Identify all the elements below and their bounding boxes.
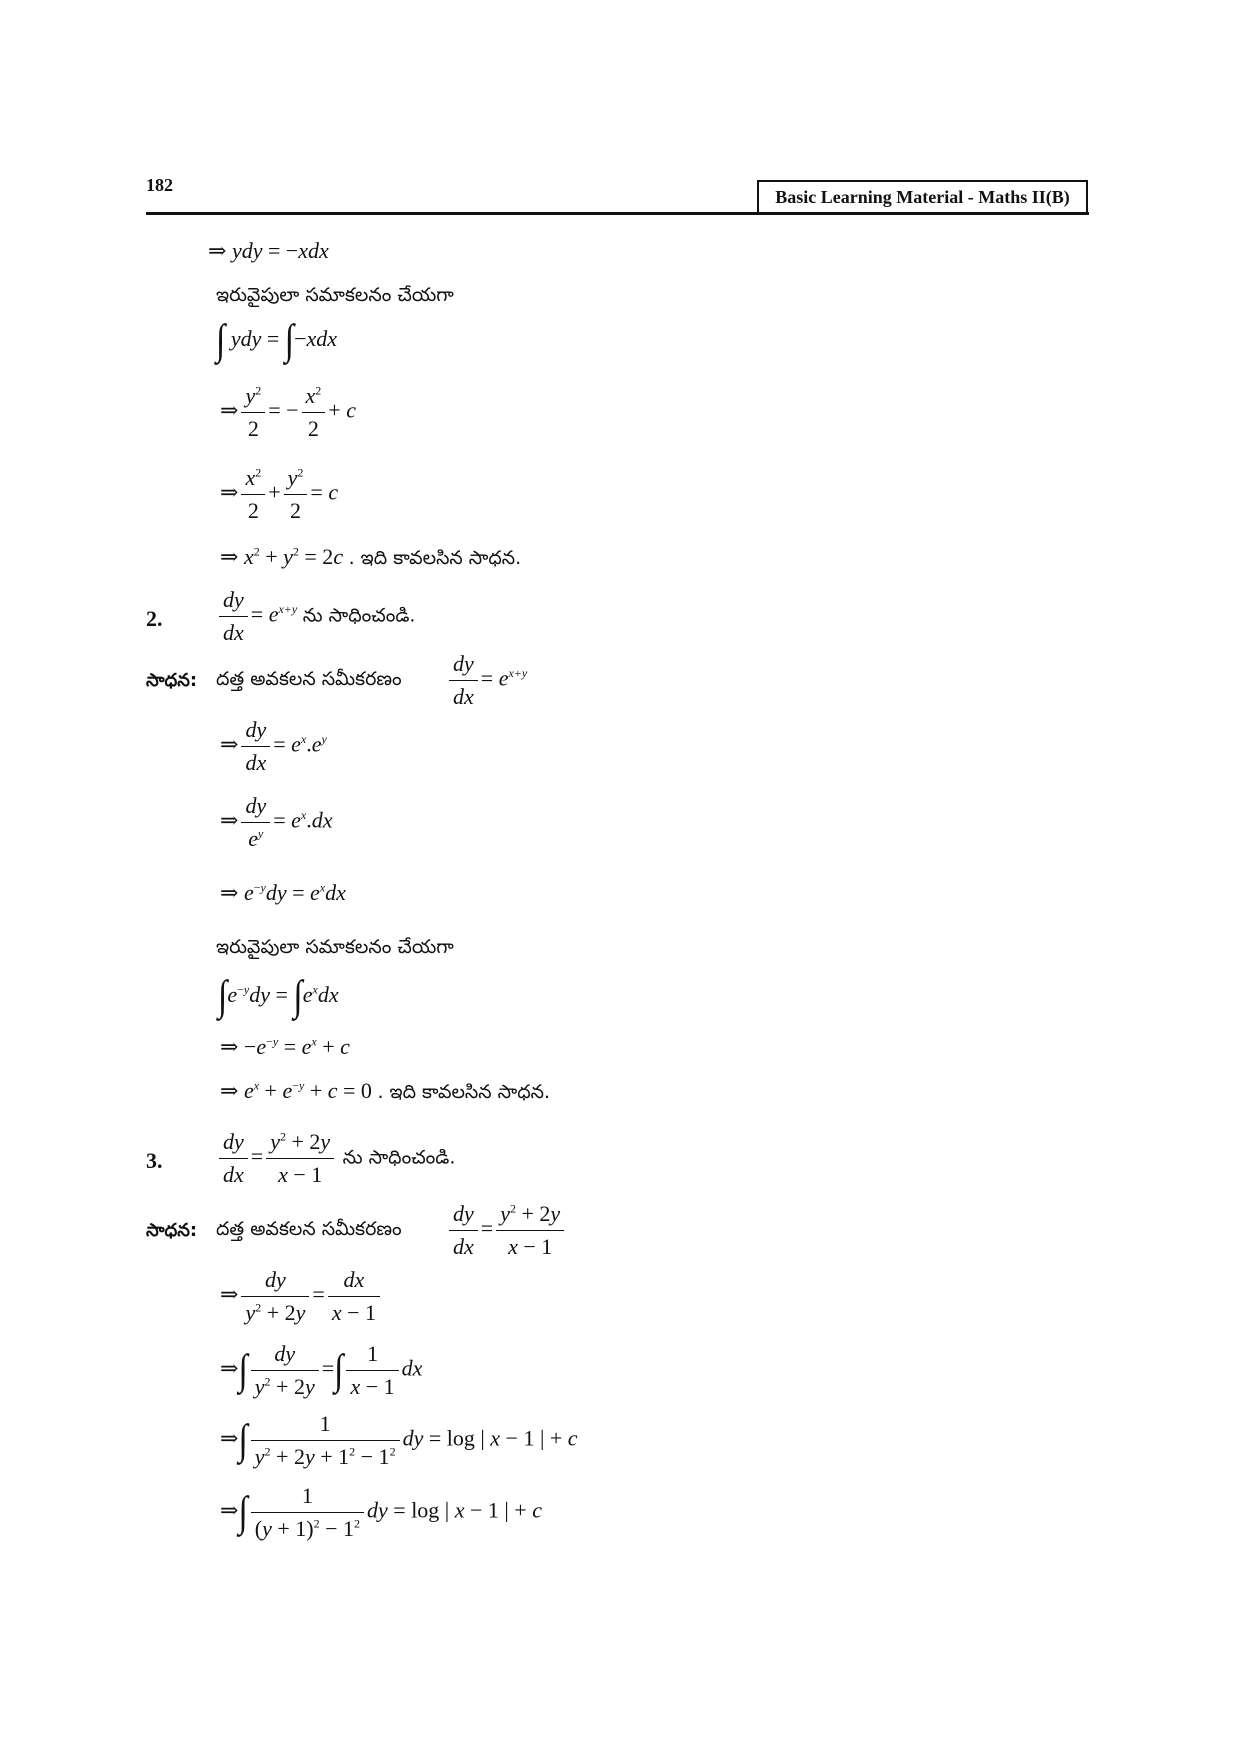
equation: ⇒∫ $\frac{1}{y^2 + 2y + 1^2 - 1^2}$ dy = log | x − 1 | + c [220, 1408, 578, 1473]
equation: $\int e^{-y}dy = \int e^xdx$ [218, 973, 339, 1020]
equation: ⇒ $x^2 + y^2 = 2c$ . ఇది కావలసిన సాధన. [220, 544, 522, 569]
equation: ⇒∫ $\frac{dy}{y^2 + 2y}$ =∫ $\frac{1}{x - 1}$ dx [220, 1338, 422, 1403]
equation: ⇒ $\frac{dy}{dx}$ = $e^x.e^y$ [220, 714, 327, 779]
solution-label: సాధన: [146, 670, 198, 691]
text-line: ఇరువైపులా సమాకలనం చేయగా [216, 936, 454, 958]
equation: ⇒ ydy = −xdx [208, 238, 329, 263]
text-line: ఇరువైపులా సమాకలనం చేయగా [216, 284, 454, 306]
equation: ⇒ $\frac{dy}{y^2 + 2y}$ = $\frac{dx}{x - 1}$ [220, 1264, 383, 1329]
given-equation-text: దత్త అవకలన సమీకరణం [216, 1218, 402, 1240]
conclusion-text: . ఇది కావలసిన సాధన. [348, 547, 522, 569]
equation: ⇒ $e^{-y}dy = e^xdx$ [220, 880, 346, 905]
problem-statement: $\frac{dy}{dx}$ = $e^{x+y}$ ను సాధించండి. [216, 584, 415, 649]
page-number: 182 [146, 175, 173, 195]
conclusion-text: . ఇది కావలసిన సాధన. [377, 1081, 551, 1103]
equation: ⇒ $\frac{x^2}{2}$ + $\frac{y^2}{2}$ = c [220, 462, 338, 527]
solution-label: సాధన: [146, 1220, 198, 1241]
equation: ∫ ydy = ∫−xdx [216, 317, 338, 364]
equation: ⇒ $\frac{dy}{e^y}$ = $e^x.dx$ [220, 790, 332, 855]
running-header: Basic Learning Material - Maths II(B) [757, 180, 1088, 214]
instruction-text: ను సాధించండి. [302, 604, 416, 627]
problem-number: 2. [146, 606, 163, 631]
problem-statement: $\frac{dy}{dx}$ = $\frac{y^2 + 2y}{x - 1}$ ను సాధించండి. [216, 1126, 455, 1191]
equation: $\frac{dy}{dx}$ = $e^{x+y}$ [446, 648, 527, 713]
header-rule [146, 212, 1089, 215]
problem-number: 3. [146, 1148, 163, 1173]
equation: ⇒ $-e^{-y} = e^x + c$ [220, 1034, 350, 1059]
equation: ⇒ $e^x + e^{-y} + c = 0$ . ఇది కావలసిన సాధన. [220, 1078, 551, 1103]
instruction-text: ను సాధించండి. [342, 1146, 456, 1169]
equation: $\frac{dy}{dx}$ = $\frac{y^2 + 2y}{x - 1}$ [446, 1198, 567, 1263]
equation: ⇒ $\frac{y^2}{2}$ = − $\frac{x^2}{2}$ + c [220, 380, 356, 445]
given-equation-text: దత్త అవకలన సమీకరణం [216, 668, 402, 690]
equation: ⇒∫ $\frac{1}{(y + 1)^2 - 1^2}$ dy = log | x − 1 | + c [220, 1480, 542, 1545]
